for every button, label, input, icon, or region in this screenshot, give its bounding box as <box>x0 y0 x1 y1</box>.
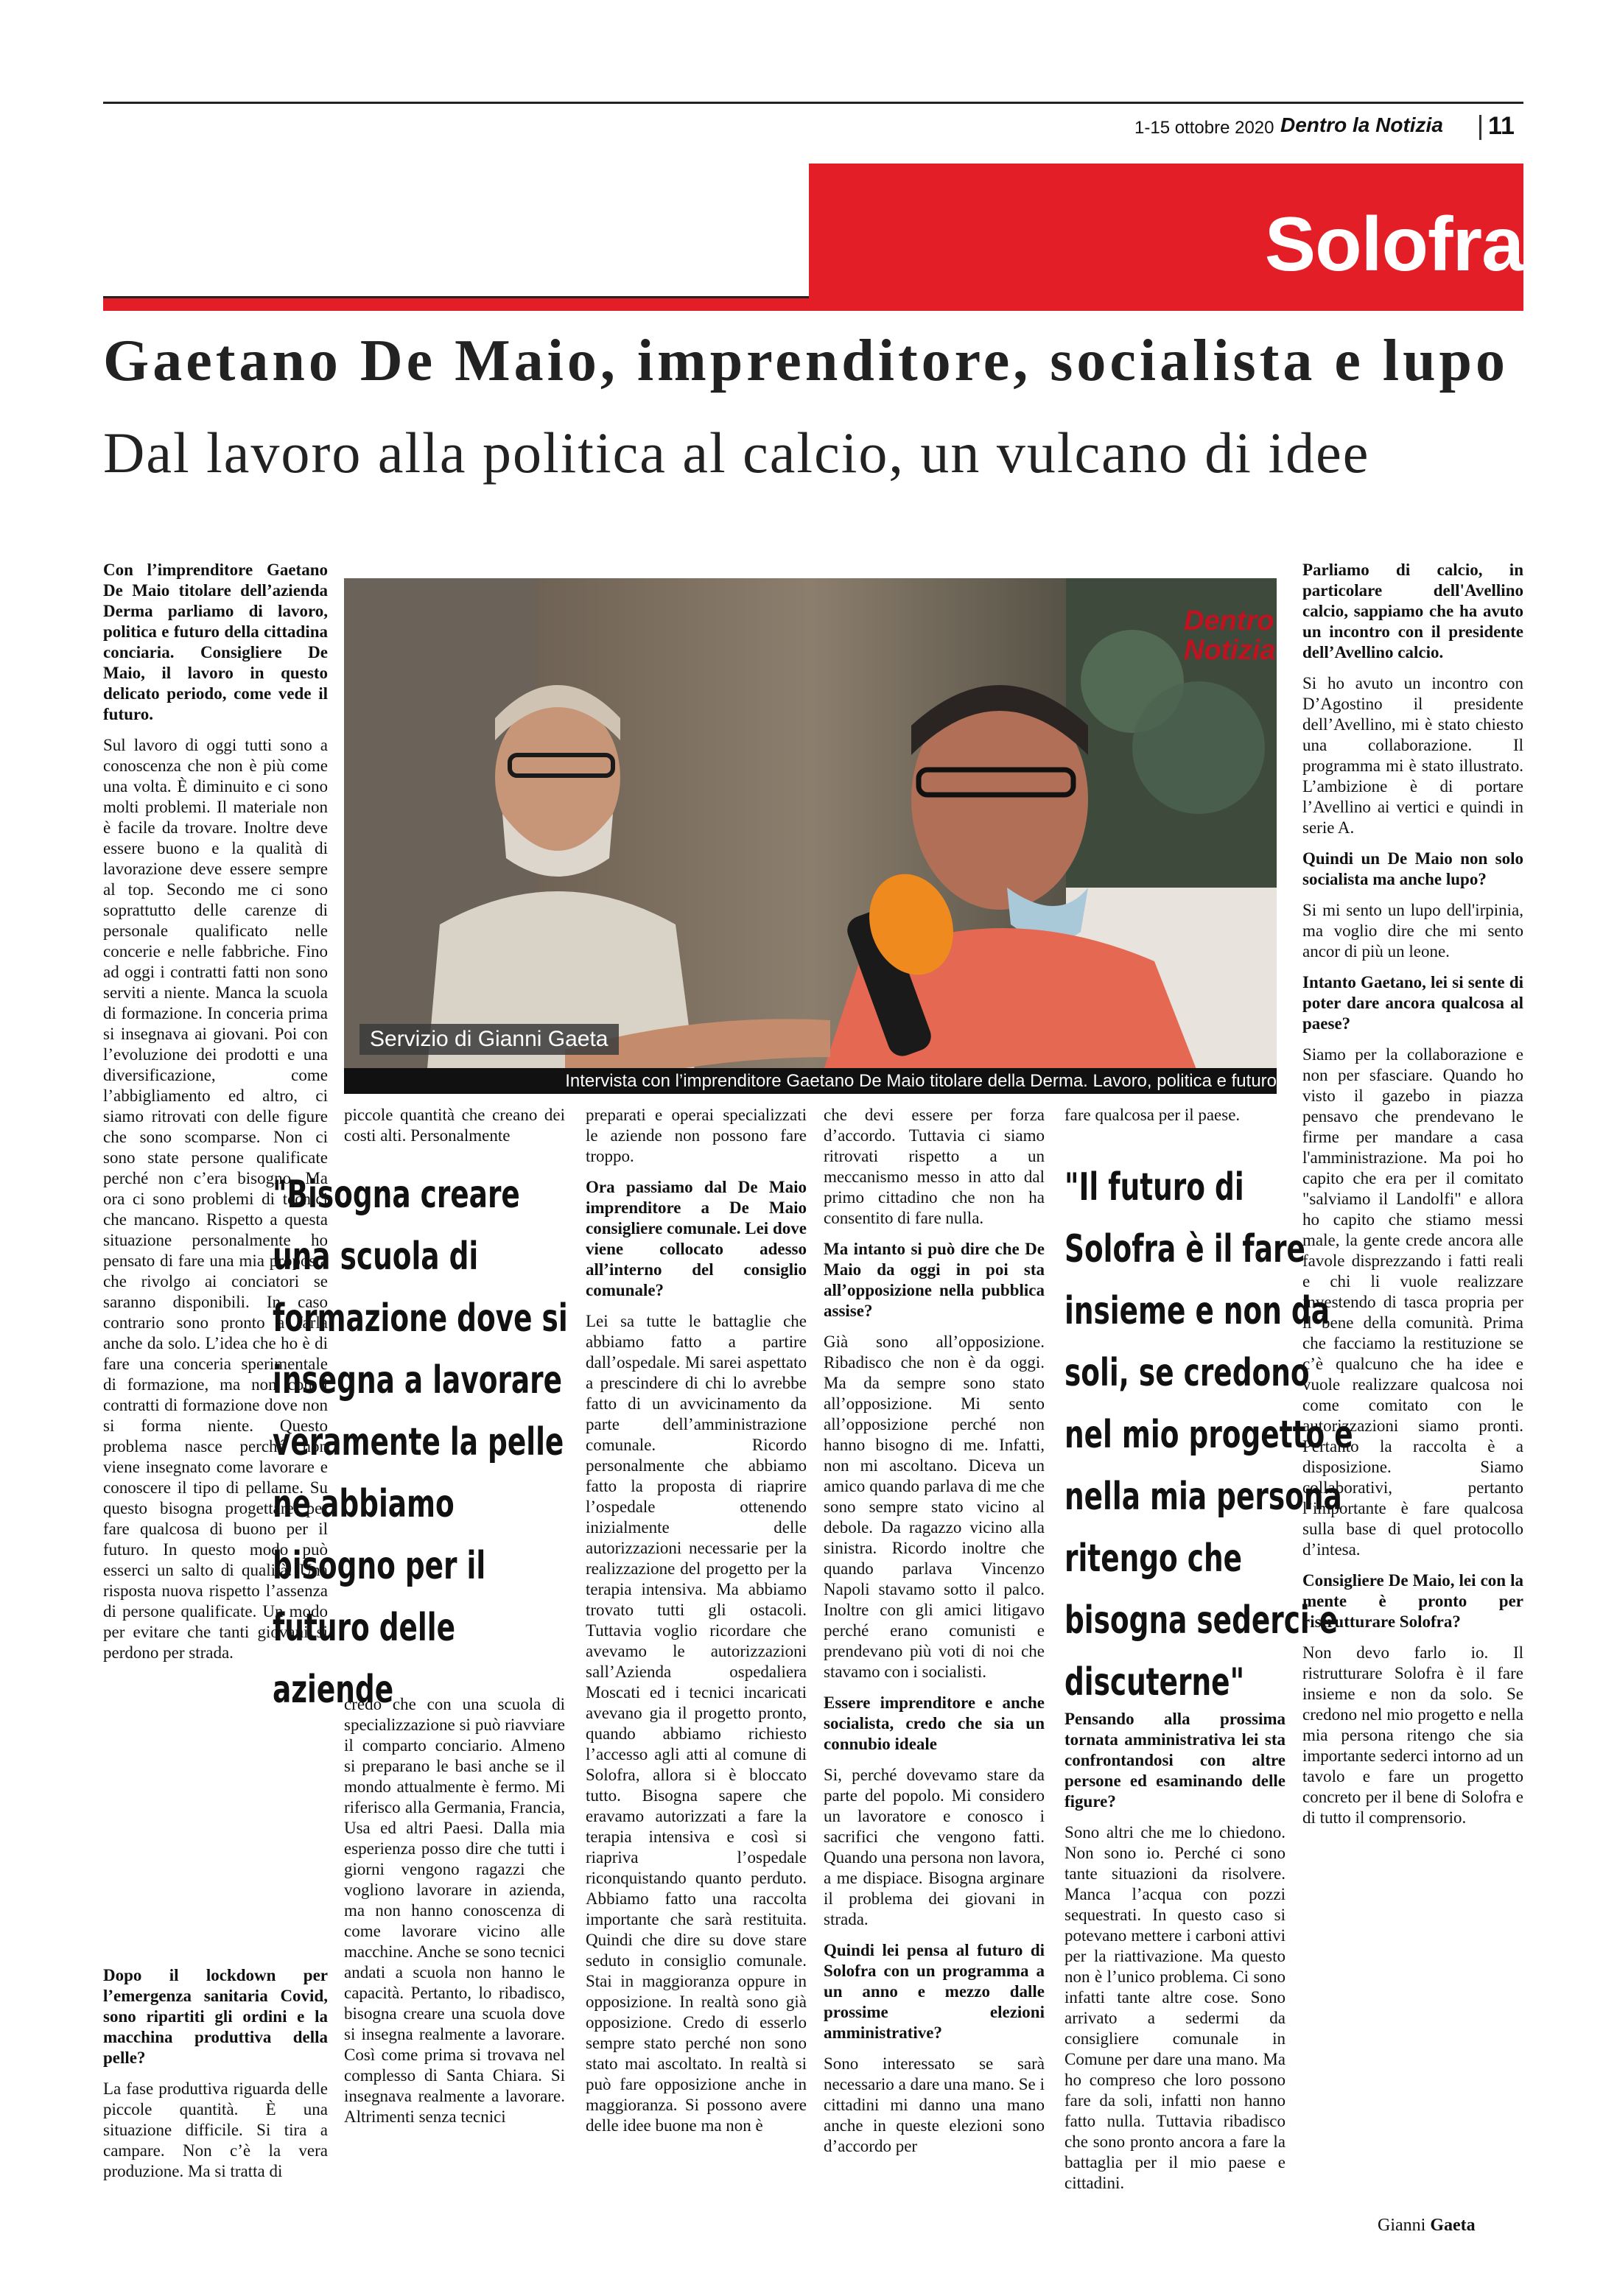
question-lockdown: Dopo il lockdown per l’emergenza sanitaria Covid, sono ripartiti gli ordini e la macchina produttiva della pelle? <box>103 1966 328 2067</box>
photo-watermark: Dentro <box>1184 605 1274 636</box>
column-1-lower <box>103 1965 328 2192</box>
section-rule <box>103 296 1523 311</box>
author-last-name: Gaeta <box>1430 2216 1476 2235</box>
author-signature <box>1378 2216 1476 2236</box>
publication-name: Dentro la Notizia <box>1280 113 1443 136</box>
column-5-top <box>1064 1105 1285 1136</box>
photo-watermark: Notizia <box>1184 635 1276 666</box>
answer-paragraph: che devi essere per forza d’accordo. Tuttavia ci siamo ritrovati rispetto a un meccanismo messo in atto dal primo cittadino che non ha consentito di fare nulla. <box>824 1106 1045 1227</box>
answer-paragraph: Già sono all’opposizione. Ribadisco che non è da oggi. Ma da sempre sono stato all’opposizione. Mi sento all’opposizione perché non hanno bisogno di me. Infatti, non mi ascoltano. Diceva un amico quando parlava di me che sono sempre stato vicino al debole. Da ragazzo vicino alla sinistra. Ricordo inoltre che quando parlava Vincenzo Napoli stavamo sotto il palco. Inoltre con gli amici litigavo perché erano comunisti e prendevano più voti di noi che stavamo con i socialisti. <box>824 1333 1045 1681</box>
column-2-bottom <box>344 1694 565 2138</box>
answer-paragraph: Si mi sento un lupo dell'irpinia, ma voglio dire che mi sento ancor di più un leone. <box>1302 901 1523 961</box>
column-2-top <box>344 1105 565 1156</box>
question-ristrutturare: Consigliere De Maio, lei con la mente è pronto per ristrutturare Solofra? <box>1302 1571 1523 1631</box>
answer-paragraph: Sul lavoro di oggi tutti sono a conoscenza che non è più come una volta. È diminuito e ci sono molti problemi. Il materiale non è facile da trovare. Inoltre deve essere buono e la qualità di lavorazione deve essere sempre al top. Secondo me ci sono soprattutto delle carenze di personale qualificato nelle concerie e nelle fabbriche. Fino ad oggi i contratti fatti non sono serviti a niente. Manca la scuola di formazione. In conceria prima si insegnava ai giovani. Poi con l’evoluzione dei prodotti e una diversificazione, come l’abbigliamento ed altro, ci siamo ritrovati con delle figure che sono scomparse. Non ci sono state persone qualificate perché non c’era bisogno. Ma ora ci sono problemi di tecnici che mancano. Rispetto a questa situazione personalmente ho pensato di fare una mia proposta che rivolgo ai conciatori se saranno disponibili. In caso contrario sono pronto a farla anche da solo. L’idea che ho è di fare una conceria sperimentale di formazione, ma non con i contratti di formazione dove non si forma niente. Questo problema nasce perché non viene insegnato come lavorare e conoscere il tipo di pellame. Su questo bisogna progettare per fare qualcosa di buono per il futuro. In questo modo può esserci un salto di qualità. Una risposta nuova rispetto l’assenza di persone qualificate. Un modo per evitare che tanti giovani si perdono per strada. <box>103 736 328 1662</box>
pull-quote: "Bisogna creare una scuola di formazione dove si insegna a lavorare veramente la pelle ne abbiamo bisogno per il futuro delle aziende <box>273 1173 568 1712</box>
answer-paragraph: Si, perché dovevamo stare da parte del popolo. Mi considero un lavoratore e conosco i sacrifici che vengono fatti. Quando una persona non lavora, a me dispiace. Bisogna arginare il problema dei giovani in strada. <box>824 1766 1045 1928</box>
answer-paragraph: Sono altri che me lo chiedono. Non sono io. Perché ci sono tante situazioni da risolvere. Manca l’acqua con pozzi sequestrati. In questo caso si potevano mettere i carboni attivi per la riattivazione. Ma questo non è l’unico problema. Ci sono infatti tante altre cose. Sono arrivato a sedermi da consigliere comunale in Comune per dare una mano. Ma ho compreso che loro possono fare da soli, infatti non hanno fatto nulla. Tuttavia ribadisco che sono pronto ancora a fare la battaglia per il mio paese e cittadini. <box>1064 1823 1285 2192</box>
question-opposizione: Ma intanto si può dire che De Maio da oggi in poi sta all’opposizione nella pubblica assise? <box>824 1240 1045 1320</box>
question-socialista: Essere imprenditore e anche socialista, credo che sia un connubio ideale <box>824 1693 1045 1753</box>
interview-photo <box>344 578 1277 1094</box>
photo-caption: Intervista con l’imprenditore Gaetano De Maio titolare della Derma. Lavoro, politica e futuro <box>344 1068 1277 1094</box>
answer-paragraph: Non devo farlo io. Il ristrutturare Solofra è il fare insieme e non da solo. Se credono nel mio progetto e nella mia persona ritengo che sia importante sederci intorno ad un tavolo e fare un progetto concreto per il bene di Solofra e di tutto il comprensorio. <box>1302 1643 1523 1827</box>
pull-quote: "Il futuro di Solofra è il fare insieme e non da soli, se credono nel mio progetto e nella mia persona ritengo che bisogna sederci e discuterne" <box>1064 1165 1353 1705</box>
page-number: 11 <box>1488 112 1515 140</box>
intro-question: Con l’imprenditore Gaetano De Maio titolare dell’azienda Derma parliamo di lavoro, politica e futuro della cittadina conciaria. Consigliere De Maio, il lavoro in questo delicato periodo, come vede il futuro. <box>103 561 328 723</box>
author-first-name: Gianni <box>1378 2216 1426 2235</box>
answer-paragraph: La fase produttiva riguarda delle piccole quantità. È una situazione difficile. Si tira a campare. Non c’è la vera produzione. Ma si tratta di <box>103 2079 328 2180</box>
column-6 <box>1302 560 1523 1839</box>
photo-author-caption: Servizio di Gianni Gaeta <box>359 1024 619 1055</box>
question-amministrativa: Pensando alla prossima tornata amministrativa lei sta confrontandosi con altre persone ed esaminando delle figure? <box>1064 1710 1285 1811</box>
answer-paragraph: piccole quantità che creano dei costi alti. Personalmente <box>344 1106 565 1145</box>
column-4 <box>824 1105 1045 2167</box>
section-rule-thin <box>103 296 809 298</box>
answer-paragraph: fare qualcosa per il paese. <box>1064 1106 1241 1124</box>
question-calcio: Parliamo di calcio, in particolare dell'Avellino calcio, sappiamo che ha avuto un incontro con il presidente dell’Avellino calcio. <box>1302 561 1523 661</box>
answer-paragraph: preparati e operai specializzati le aziende non possono fare troppo. <box>586 1106 807 1165</box>
question-lupo: Quindi un De Maio non solo socialista ma anche lupo? <box>1302 849 1523 888</box>
answer-paragraph: Siamo per la collaborazione e non per sfasciare. Quando ho visto il gazebo in piazza pensavo che prendevano le firme per mandare a casa l'amministrazione. Ma poi ho capito che era per il comitato "salviamo il Landolfi" e allora ho capito che stiamo messi male, la gente crede ancora alle favole disprezzando i fatti reali e chi li vuole realizzare investendo di tasca propria per il bene della comunità. Prima che facciamo la restituzione se c’è qualcuno che ha idee e vuole realizzare qualcosa noi come comitato con le autorizzazioni siamo pronti. Pertanto la raccolta è a disposizione. Siamo collaborativi, pertanto l’importante è fare qualcosa sulla base di quel protocollo d’intesa. <box>1302 1045 1523 1559</box>
column-3 <box>586 1105 807 2146</box>
headline: Gaetano De Maio, imprenditore, socialista e lupo <box>103 329 1509 393</box>
interview-photo-drawing <box>344 578 1277 1094</box>
header-separator <box>1479 115 1481 140</box>
section-label: Solofra <box>1264 202 1523 287</box>
question-futuro: Quindi lei pensa al futuro di Solofra con un programma a un anno e mezzo dalle prossime elezioni amministrative? <box>824 1941 1045 2042</box>
answer-paragraph: credo che con una scuola di specializzazione si può riavviare il comparto conciario. Almeno si preparano le basi anche se il mondo attualmente è fermo. Mi riferisco alla Germania, Francia, Usa ed altri Paesi. Dalla mia esperienza posso dire che tutti i giorni vengono ragazzi che vogliono lavorare in azienda, ma non hanno conoscenza di come lavorare vicino alle macchine. Anche se sono tecnici andati a scuola non hanno le capacità. Pertanto, lo ribadisco, bisogna creare una scuola dove si insegna realmente a lavorare. Così come prima si trovava nel complesso di Santa Chiara. Si insegnava realmente a lavorare. Altrimenti senza tecnici <box>344 1695 565 2126</box>
top-rule <box>103 102 1523 104</box>
question-paese: Intanto Gaetano, lei si sente di poter dare ancora qualcosa al paese? <box>1302 973 1523 1033</box>
column-5-bottom <box>1064 1709 1285 2204</box>
question-consigliere: Ora passiamo dal De Maio imprenditore a De Maio consigliere comunale. Lei dove viene collocato adesso all’interno del consiglio comunale? <box>586 1178 807 1299</box>
answer-paragraph: Sono interessato se sarà necessario a dare una mano. Se i cittadini mi danno una mano anche in queste elezioni sono d’accordo per <box>824 2054 1045 2155</box>
issue-date: 1-15 ottobre 2020 <box>1134 118 1274 138</box>
answer-paragraph: Si ho avuto un incontro con D’Agostino il presidente dell’Avellino, mi è stato chiesto una collaborazione. Il programma mi è stato illustrato. L’ambizione è di portare l’Avellino ai vertici e quindi in serie A. <box>1302 674 1523 837</box>
subheadline: Dal lavoro alla politica al calcio, un vulcano di idee <box>103 421 1370 485</box>
answer-paragraph: Lei sa tutte le battaglie che abbiamo fatto a partire dall’ospedale. Mi sarei aspettato a prescindere di chi lo avrebbe fatto di un avvicinamento da parte dell’amministrazione comunale. Ricordo personalmente che abbiamo fatto la proposta di riaprire l’ospedale ottenendo inizialmente delle autorizzazioni necessarie per la realizzazione del progetto per la terapia intensiva. Ma abbiamo trovato tutti gli ostacoli. Tuttavia voglio ricordare che avevamo le autorizzazioni sall’Azienda ospedaliera Moscati ed i tecnici incaricati avevano gia il progetto pronto, quando abbiamo richiesto l’accesso agli atti al comune di Solofra, allora si è bloccato tutto. Bisogna sapere che eravamo autorizzati a fare la terapia intensiva e così si riapriva l’ospedale riconquistando quanto perduto. Abbiamo fatto una raccolta importante che sarà restituita. Quindi che dire su dove stare seduto in consiglio comunale. Stai in maggioranza oppure in opposizione. In realtà sono già opposizione. Credo di esserlo sempre stato perché non sono stato mai ascoltato. In realtà si può fare opposizione anche in maggioranza. Si possono avere delle idee buone ma non è <box>586 1312 807 2135</box>
